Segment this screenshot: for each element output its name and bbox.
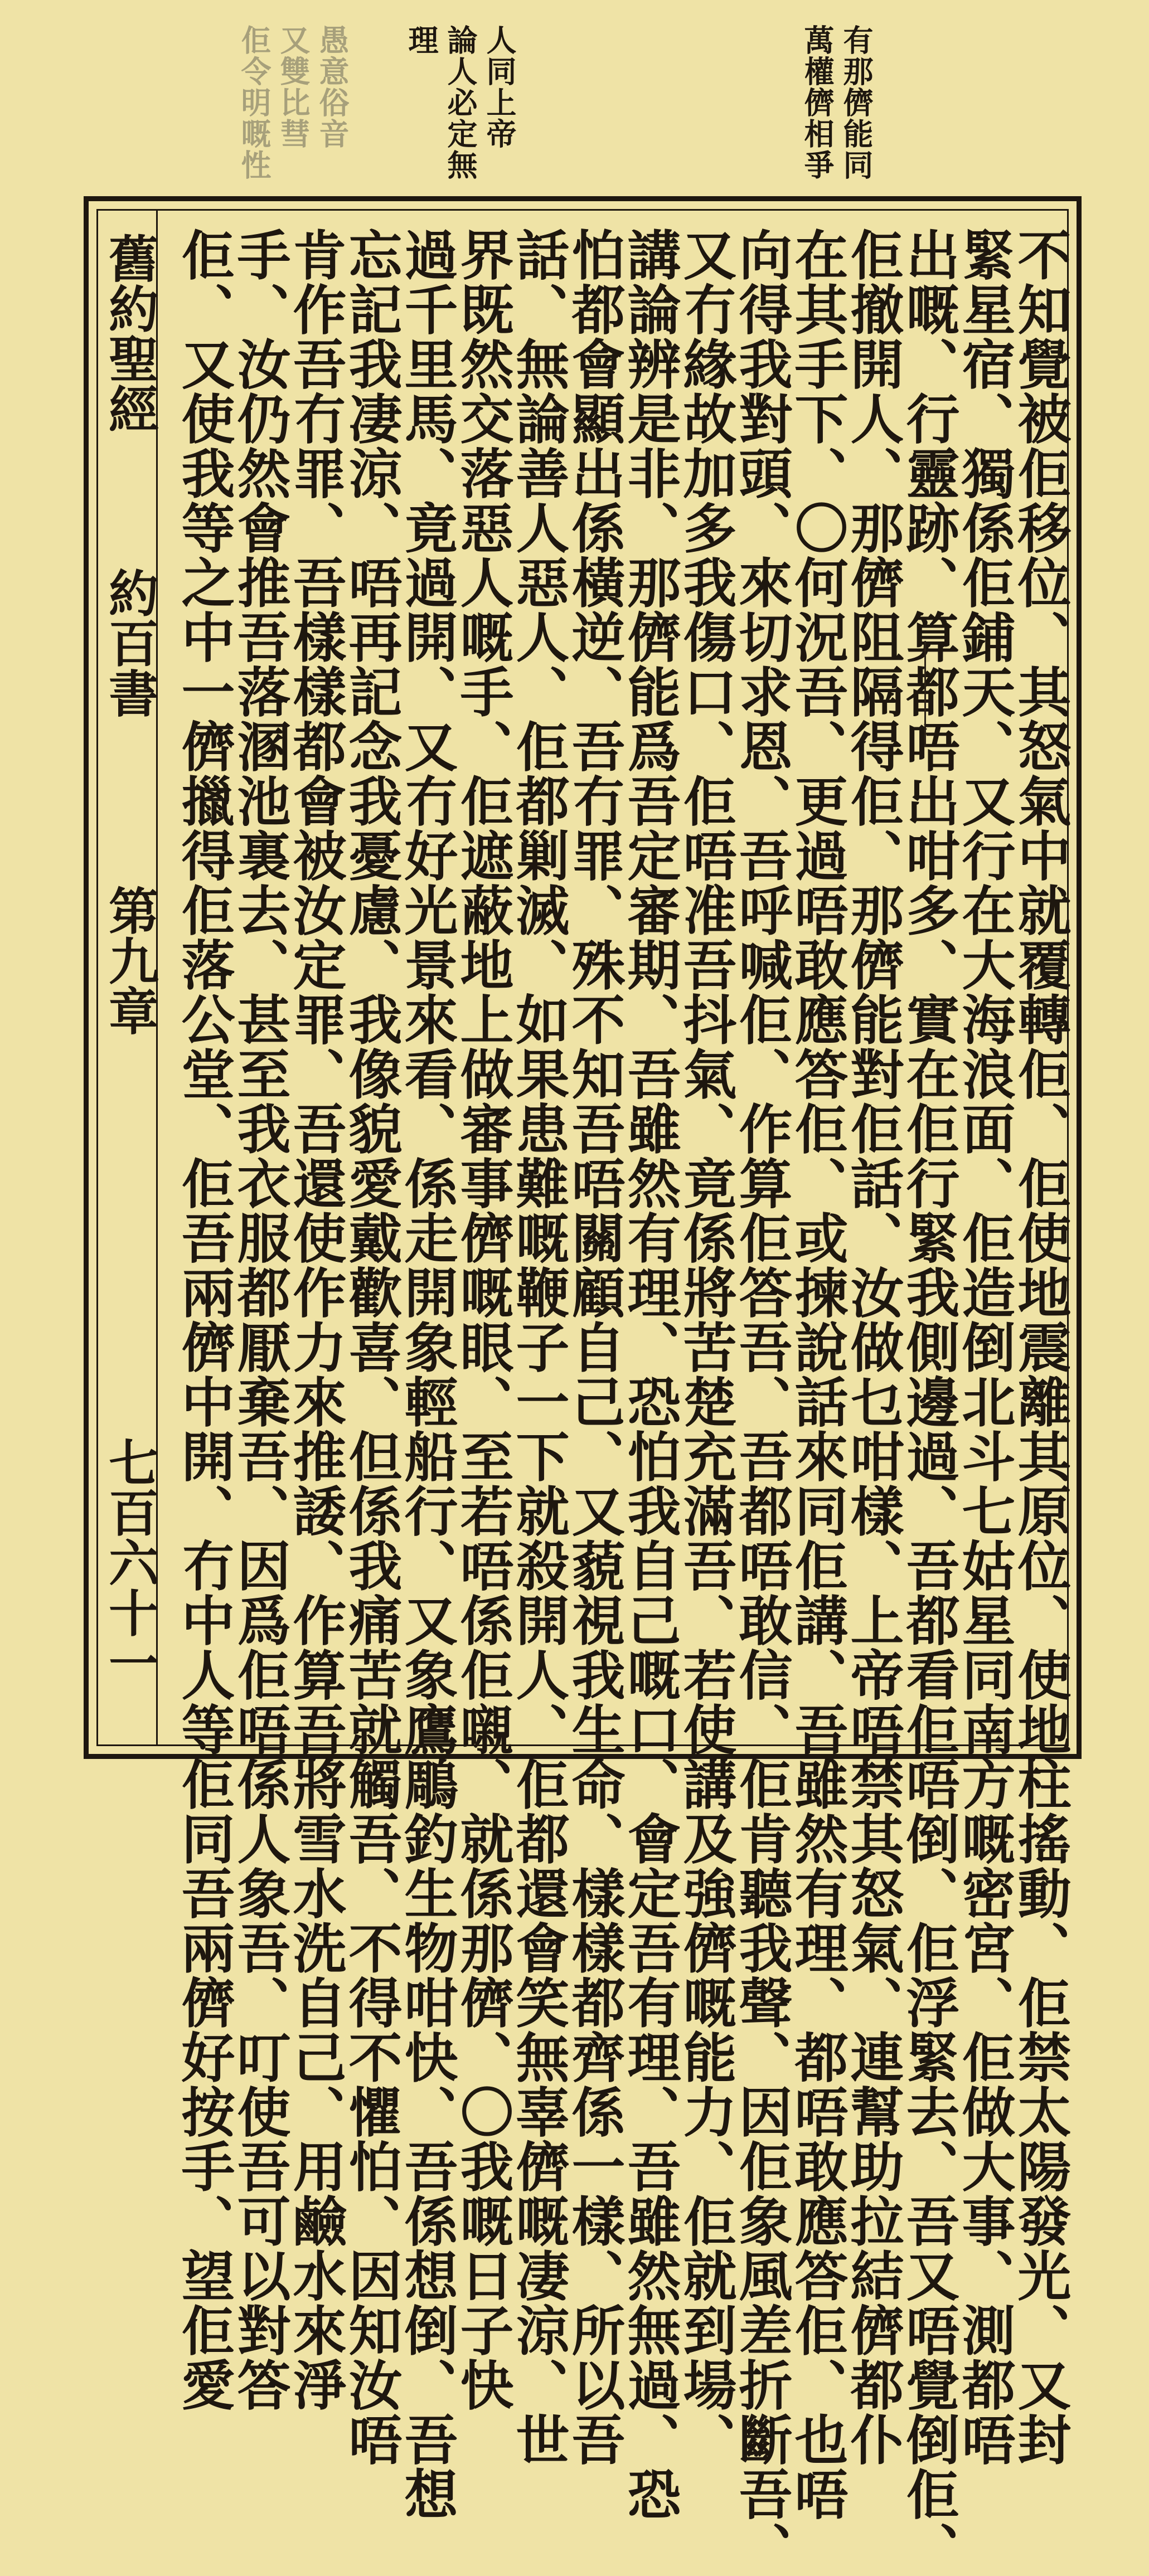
text-column-10: 話、無論善人惡人、佢都剿滅、如果患難嘅鞭子一下就殺開人、佢都還會笑無辜儕嘅凄涼、世 xyxy=(507,227,570,2467)
header-section: 約百書 xyxy=(100,567,159,718)
margin-note-3: 人同上帝 xyxy=(482,25,517,149)
page-frame xyxy=(84,196,1082,2576)
margin-note-2: 萬權儕相爭 xyxy=(799,25,835,181)
text-column-7: 又冇緣故加多我傷口、佢唔准吾抖氣、竟係將苦楚充滿吾、若使講及強儕嘅能力、佢就到場、 xyxy=(675,227,738,2467)
text-column-8: 講論辨是非、那儕能爲吾定審期、吾雖然有理、恐怕我自己嘅口、會定吾有理、吾雖然無過、恐 xyxy=(619,227,682,2521)
header-book-title: 舊約聖經 xyxy=(100,233,159,434)
page-frame-inner xyxy=(96,209,1072,2576)
text-column-5: 在其手下、〇何況吾、更過唔敢應答佢、或揀說話來同佢講、吾雖然有理、都唔敢應答佢、也唔 xyxy=(786,227,849,2521)
text-column-12: 過千里馬、竟過開、又冇好光景來看、係走開象輕船行、又象鷹鵰釣生物咁快、吾係想倒、吾想 xyxy=(396,227,459,2521)
text-column-14: 肯作吾冇罪、吾樣樣都會被汝定罪、吾還使作力來推諉、作算吾將雪水洗自己、用鹼水來淨 xyxy=(284,227,347,2412)
header-page-number: 七百六十一 xyxy=(100,1437,159,1688)
text-column-16: 佢、又使我等之中一儕擸得佢落公堂、佢吾兩儕中開、冇中人等佢同吾兩儕好按手、望佢愛 xyxy=(173,227,236,2412)
text-column-11: 界既然交落惡人嘅手、佢遮蔽地上做審事儕嘅眼、至若唔係佢嚫、就係那儕、〇我嘅日子快 xyxy=(452,227,515,2412)
text-column-13: 忘記我凄涼、唔再記念我憂慮、我像貌愛戴歡喜、但係我痛苦就觸吾、不得不懼怕、因知汝唔 xyxy=(340,227,403,2467)
text-column-9: 怕都會顯出係橫逆、吾冇罪、殊不知吾唔關顧自己、又藐視我生命、樣樣都齊係一樣、所以吾 xyxy=(563,227,626,2467)
text-column-15: 手、汝仍然會推吾落溷池裏去、甚至我衣服都厭棄吾、因爲佢唔係人象吾、叮使吾可以對答 xyxy=(229,227,292,2412)
margin-note-5: 理 xyxy=(404,25,439,56)
bleed-through-2: 又雙比彗 xyxy=(275,25,311,149)
marker-rule xyxy=(924,641,926,747)
text-column-4: 佢撤開人、那儕阻隔得佢、那儕能對佢話、汝做乜咁樣、上帝唔禁其怒氣、連幫助拉結儕都仆 xyxy=(842,227,905,2467)
header-chapter: 第九章 xyxy=(100,885,159,1036)
bleed-through-1: 佢令明嘅性 xyxy=(236,25,272,181)
text-column-6: 向得我對頭、來切求恩、吾呼喊佢、作算佢答吾、吾都唔敢信、佢肯聽我聲、因佢象風差折斷吾、 xyxy=(730,227,793,2576)
text-column-1: 不知覺被佢移位、其怒氣中就覆轉佢、佢使地震離其原位、使地柱搖動、佢禁太陽發光、又封 xyxy=(1009,227,1072,2467)
text-column-3: 出嘅、行靈跡、算都唔出咁多、實在佢行緊我側邊過、吾都看佢唔倒、佢浮緊去、吾又唔覺倒佢、 xyxy=(898,227,961,2576)
margin-note-4: 論人必定無 xyxy=(443,25,478,181)
margin-note-1: 有那儕能同 xyxy=(838,25,874,181)
bleed-through-3: 愚意俗音 xyxy=(314,25,350,149)
text-column-2: 緊星宿、獨係佢鋪天、又行在大海浪面、佢造倒北斗七姑星同南方嘅密宮、佢做大事、測都唔 xyxy=(953,227,1016,2467)
